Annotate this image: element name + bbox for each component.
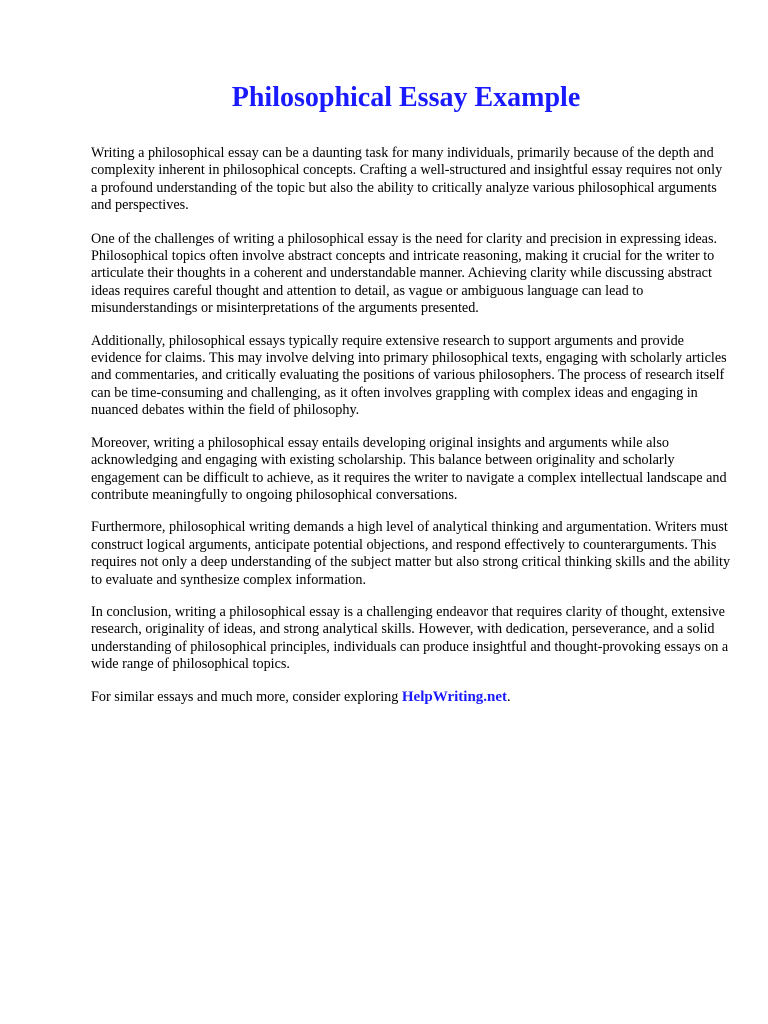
closing-suffix: . (507, 688, 511, 705)
paragraph-originality: Moreover, writing a philosophical essay entails developing original insights and arguments while also acknowledging and engaging with existing scholarship. This balance between originality and scholarly engagement can be difficult to achieve, as it requires the writer to navigate a complex intellectual landscape and contribute meaningfully to ongoing philosophical conversations. (91, 434, 727, 503)
paragraph-analysis: Furthermore, philosophical writing demands a high level of analytical thinking and argumentation. Writers must construct logical arguments, anticipate potential objections, and respond effectively to counterarguments. This requires not only a deep understanding of the subject matter but also strong critical thinking skills and the ability to evaluate and synthesize complex information. (91, 519, 731, 588)
closing-prefix: For similar essays and much more, consider exploring (91, 688, 402, 705)
essay-body (91, 145, 731, 706)
closing-line (91, 689, 731, 706)
paragraph-research: Additionally, philosophical essays typically require extensive research to support arguments and provide evidence for claims. This may involve delving into primary philosophical texts, engaging with scholarly articles and commentaries, and critically evaluating the positions of various philosophers. The process of research itself can be time-consuming and challenging, as it often involves grappling with complex ideas and engaging in nuanced debates within the field of philosophy. (91, 332, 727, 419)
page-title: Philosophical Essay Example (231, 82, 581, 113)
paragraph-conclusion: In conclusion, writing a philosophical essay is a challenging endeavor that requires clarity of thought, extensive research, originality of ideas, and strong analytical skills. However, with dedication, perseverance, and a solid understanding of philosophical principles, individuals can produce insightful and thought-provoking essays on a wide range of philosophical topics. (91, 603, 729, 673)
paragraph-intro: Writing a philosophical essay can be a daunting task for many individuals, primarily because of the depth and complexity inherent in philosophical concepts. Crafting a well-structured and insightful essay requires not only a profound understanding of the topic but also the ability to critically analyze various philosophical arguments and perspectives. (91, 145, 723, 214)
paragraph-clarity: One of the challenges of writing a philosophical essay is the need for clarity and precision in expressing ideas. Philosophical topics often involve abstract concepts and intricate reasoning, making it crucial for the writer to articulate their thoughts in a coherent and understandable manner. Achieving clarity while discussing abstract ideas requires careful thought and attention to detail, as vague or ambiguous language can lead to misunderstandings or misinterpretations of the arguments presented. (91, 230, 718, 317)
helpwriting-link[interactable]: HelpWriting.net (401, 688, 508, 705)
